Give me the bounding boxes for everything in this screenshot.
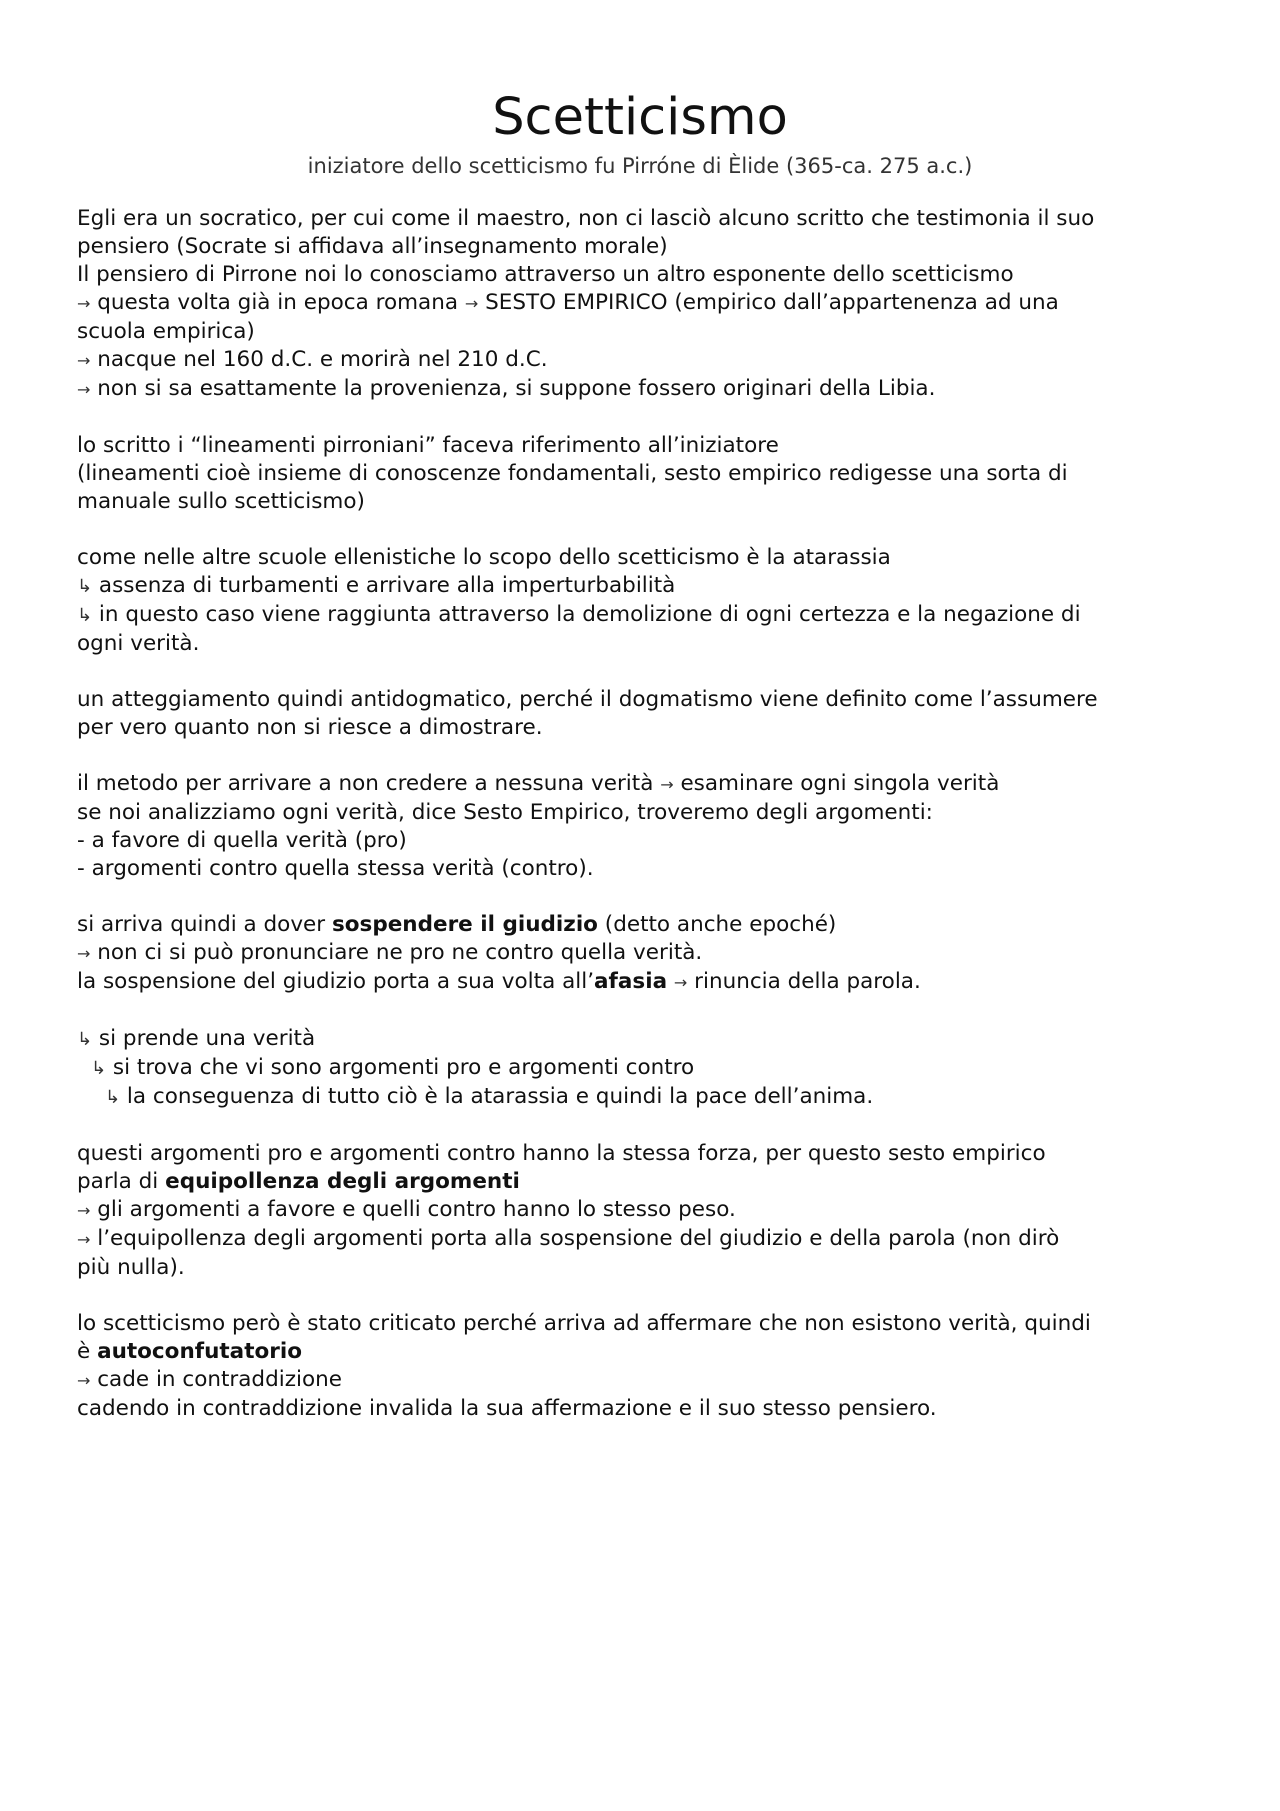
text-line: si arriva quindi a dover sospendere il giudizio (detto anche epoché) [77, 912, 837, 937]
hook-arrow-icon: ↳ [77, 576, 93, 597]
hook-arrow-icon: ↳ [91, 1058, 107, 1079]
text-line: ↳ si prende una verità [77, 1026, 316, 1051]
text-line: (lineamenti cioè insieme di conoscenze fondamentali, sesto empirico redigesse una sorta di [77, 461, 1068, 486]
bold-term: sospendere il giudizio [331, 912, 598, 937]
arrow-icon: → [77, 1230, 91, 1249]
text-line: un atteggiamento quindi antidogmatico, perché il dogmatismo viene definito come l’assumere [77, 687, 1098, 712]
text-line: Il pensiero di Pirrone noi lo conosciamo attraverso un altro esponente dello scetticismo [77, 262, 1014, 287]
text-line: cadendo in contraddizione invalida la sua affermazione e il suo stesso pensiero. [77, 1396, 937, 1421]
arrow-icon: → [77, 380, 91, 399]
text-line: - argomenti contro quella stessa verità (contro). [77, 856, 594, 881]
text-line: è autoconfutatorio [77, 1339, 302, 1364]
text-line: → non si sa esattamente la provenienza, si suppone fossero originari della Libia. [77, 376, 936, 401]
text-line: → questa volta già in epoca romana → SESTO EMPIRICO (empirico dall’appartenenza ad una [77, 290, 1059, 315]
text-line: questi argomenti pro e argomenti contro hanno la stessa forza, per questo sesto empirico [77, 1141, 1046, 1166]
text-line: ogni verità. [77, 631, 200, 656]
text-line: il metodo per arrivare a non credere a nessuna verità → esaminare ogni singola verità [77, 771, 1000, 796]
text-line: come nelle altre scuole ellenistiche lo scopo dello scetticismo è la atarassia [77, 545, 891, 570]
text-line: → l’equipollenza degli argomenti porta alla sospensione del giudizio e della parola (non dirò [77, 1226, 1060, 1251]
text-line: se noi analizziamo ogni verità, dice Sesto Empirico, troveremo degli argomenti: [77, 800, 933, 825]
arrow-icon: → [77, 1371, 91, 1390]
text-line: → non ci si può pronunciare ne pro ne contro quella verità. [77, 940, 703, 965]
hook-arrow-icon: ↳ [105, 1087, 121, 1108]
page-subtitle: iniziatore dello scetticismo fu Pirróne di Èlide (365-ca. 275 a.c.) [307, 154, 973, 178]
bold-term: afasia [594, 969, 668, 994]
arrow-icon: → [673, 973, 688, 992]
text-line: ↳ la conseguenza di tutto ciò è la atarassia e quindi la pace dell’anima. [105, 1084, 874, 1109]
document-body [77, 205, 1217, 1423]
text-line: → gli argomenti a favore e quelli contro hanno lo stesso peso. [77, 1197, 736, 1222]
arrow-icon: → [77, 944, 91, 963]
arrow-icon: → [77, 1201, 91, 1220]
text-line: più nulla). [77, 1255, 185, 1280]
text-line: Egli era un socratico, per cui come il maestro, non ci lasciò alcuno scritto che testimonia il suo [77, 206, 1095, 231]
text-line: per vero quanto non si riesce a dimostrare. [77, 715, 543, 740]
arrow-icon: → [77, 294, 91, 313]
text-line: - a favore di quella verità (pro) [77, 828, 407, 853]
page-title: Scetticismo [492, 88, 788, 147]
text-line: → nacque nel 160 d.C. e morirà nel 210 d.C. [77, 347, 548, 372]
arrow-icon: → [77, 351, 91, 370]
text-line: ↳ assenza di turbamenti e arrivare alla imperturbabilità [77, 573, 676, 598]
text-line: la sospensione del giudizio porta a sua volta all’afasia → rinuncia della parola. [77, 969, 921, 994]
text-line: pensiero (Socrate si affidava all’insegnamento morale) [77, 234, 668, 259]
text-line: ↳ in questo caso viene raggiunta attraverso la demolizione di ogni certezza e la negazione di [77, 602, 1081, 627]
arrow-icon: → [660, 775, 674, 794]
hook-arrow-icon: ↳ [77, 1029, 93, 1050]
text-line: lo scritto i “lineamenti pirroniani” faceva riferimento all’iniziatore [77, 433, 779, 458]
text-line: lo scetticismo però è stato criticato perché arriva ad affermare che non esistono verità, quindi [77, 1311, 1091, 1336]
arrow-icon: → [464, 294, 479, 313]
hook-arrow-icon: ↳ [77, 605, 93, 626]
bold-term: equipollenza degli argomenti [165, 1169, 520, 1194]
text-line: scuola empirica) [77, 319, 255, 344]
bold-term: autoconfutatorio [97, 1339, 302, 1364]
text-line: ↳ si trova che vi sono argomenti pro e argomenti contro [91, 1055, 695, 1080]
text-line: parla di equipollenza degli argomenti [77, 1169, 520, 1194]
text-line: manuale sullo scetticismo) [77, 489, 365, 514]
text-line: → cade in contraddizione [77, 1367, 342, 1392]
